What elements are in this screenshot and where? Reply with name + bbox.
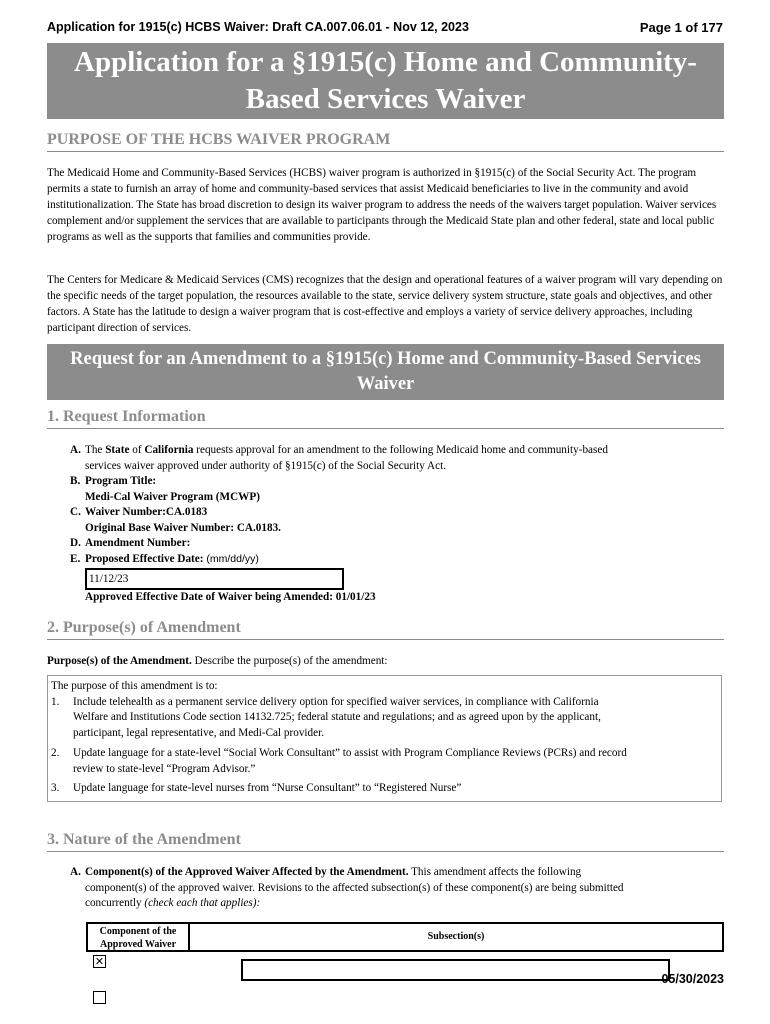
amendment-number-label: Amendment Number: bbox=[85, 537, 191, 549]
purpose-item-2 bbox=[51, 746, 718, 777]
item-d bbox=[70, 536, 720, 552]
purpose-item-1 bbox=[51, 695, 718, 742]
purpose-item-2-line2: review to state-level “Program Advisor.” bbox=[73, 762, 256, 775]
purpose-item-3-number: 3. bbox=[51, 782, 60, 795]
proposed-effective-date-field[interactable]: 11/12/23 bbox=[85, 568, 344, 590]
approved-effective-date: Approved Effective Date of Waiver being Amended: 01/01/23 bbox=[85, 591, 376, 603]
item-a-of: of bbox=[129, 444, 145, 456]
item-a-state-word: State bbox=[105, 444, 130, 456]
purpose-paragraph-1: The Medicaid Home and Community-Based Services (HCBS) waiver program is authorized in §1915(c) of the Social Security Act. The program permits a state to furnish an array of home and community-based services that assist Medicaid beneficiaries to live in the community and avoid institutionalization. The State has broad discretion to design its waiver program to address the needs of the waivers target population. Waiver services complement and/or supplement the services that are available to participants through the Medicaid State plan and other federal, state and local public programs as well as the supports that families and communities provide. bbox=[47, 167, 717, 243]
subsection-column-header: Subsection(s) bbox=[427, 931, 485, 942]
section2-heading: 2. Purpose(s) of Amendment bbox=[47, 619, 724, 640]
components-affected-line3 bbox=[70, 896, 720, 912]
program-title-value: Medi-Cal Waiver Program (MCWP) bbox=[85, 490, 260, 503]
purpose-item-3 bbox=[51, 781, 718, 797]
amendment-banner-line2: Waiver bbox=[356, 374, 415, 394]
purpose-item-2-number: 2. bbox=[51, 746, 60, 759]
nature-item-a-row bbox=[70, 865, 720, 881]
purpose-item-2-line1: Update language for a state-level “Social Work Consultant” to assist with Program Compliance Reviews (PCRs) and record bbox=[73, 746, 627, 759]
waiver-number: Waiver Number:CA.0183 bbox=[85, 506, 208, 518]
purpose-item-1-line1: Include telehealth as a permanent service delivery option for specified waiver services, in compliance with California bbox=[73, 695, 599, 708]
item-a-line2: services waiver approved under authority of §1915(c) of the Social Security Act. bbox=[85, 459, 446, 472]
program-title-row bbox=[70, 490, 720, 506]
item-a-rest: requests approval for an amendment to the following Medicaid home and community-based bbox=[193, 444, 608, 456]
item-b bbox=[70, 474, 720, 490]
components-affected-label: Component(s) of the Approved Waiver Affected by the Amendment. bbox=[85, 866, 409, 878]
proposed-date-label: Proposed Effective Date: bbox=[85, 552, 204, 565]
item-e-label: E. bbox=[70, 552, 81, 565]
original-base-waiver-number: Original Base Waiver Number: CA.0183. bbox=[85, 521, 281, 534]
footer-date: 05/30/2023 bbox=[661, 972, 724, 986]
purpose-item-1-number: 1. bbox=[51, 695, 60, 708]
purpose-item-3-line1: Update language for state-level nurses from “Nurse Consultant” to “Registered Nurse” bbox=[73, 782, 462, 795]
components-affected-line2: component(s) of the approved waiver. Revisions to the affected subsection(s) of these component(s) are being submitted bbox=[85, 881, 624, 894]
item-c bbox=[70, 505, 720, 521]
component-column-header: Component of the Approved Waiver bbox=[88, 924, 190, 950]
purpose-item-1-line3: participant, legal representative, and Medi-Cal provider. bbox=[73, 727, 325, 740]
original-waiver-row bbox=[70, 521, 720, 537]
item-a-label: A. bbox=[70, 444, 81, 456]
section3-heading: 3. Nature of the Amendment bbox=[47, 831, 724, 852]
check-each-hint: (check each that applies): bbox=[144, 897, 261, 909]
component-checkbox-unchecked[interactable] bbox=[93, 991, 106, 1004]
purpose-intro-text: Describe the purpose(s) of the amendment: bbox=[191, 655, 388, 667]
page-header bbox=[47, 20, 723, 35]
approved-date-row bbox=[85, 590, 735, 606]
date-format-hint: (mm/dd/yy) bbox=[203, 552, 259, 565]
item-b-label: B. bbox=[70, 475, 81, 487]
purpose-text-area[interactable] bbox=[47, 675, 722, 802]
purpose-lead: The purpose of this amendment is to: bbox=[51, 680, 218, 692]
page-number: Page 1 of 177 bbox=[639, 20, 723, 35]
nature-item-a bbox=[70, 865, 720, 912]
concurrently-text: concurrently bbox=[85, 897, 145, 909]
amendment-banner bbox=[47, 344, 724, 400]
section1-heading: 1. Request Information bbox=[47, 408, 724, 429]
main-title-line1: Application for a §1915(c) Home and Community- bbox=[74, 46, 697, 78]
item-e bbox=[70, 552, 720, 568]
nature-item-a-label: A. bbox=[70, 866, 81, 878]
request-info-list bbox=[70, 443, 720, 567]
item-c-label: C. bbox=[70, 506, 81, 518]
purpose-heading: PURPOSE OF THE HCBS WAIVER PROGRAM bbox=[47, 131, 724, 152]
purpose-paragraph-2: The Centers for Medicare & Medicaid Services (CMS) recognizes that the design and operational features of a waiver program will vary depending on the specific needs of the target population, the resources available to the state, service delivery system structure, state goals and objectives, and other factors. A State has the latitude to design a waiver program that is cost-effective and employs a variety of service delivery approaches, including participant direction of services. bbox=[47, 274, 723, 334]
item-a-text: The bbox=[85, 444, 106, 456]
amendment-banner-line1: Request for an Amendment to a §1915(c) Home and Community-Based Services bbox=[70, 349, 701, 369]
component-checkbox-checked[interactable]: ✕ bbox=[94, 955, 105, 968]
purpose-item-1-line2: Welfare and Institutions Code section 14132.725; federal statute and regulations; and as agreed upon by the applicant, bbox=[73, 711, 601, 724]
program-title-label: Program Title: bbox=[85, 475, 157, 487]
components-affected-text: This amendment affects the following bbox=[408, 866, 582, 878]
purpose-intro-bold: Purpose(s) of the Amendment. bbox=[47, 655, 192, 667]
purpose-intro bbox=[47, 653, 724, 669]
components-table-header bbox=[86, 922, 724, 952]
main-title-line2: Based Services Waiver bbox=[245, 83, 526, 115]
item-d-label: D. bbox=[70, 537, 81, 549]
header-doc-title: Application for 1915(c) HCBS Waiver: Draft CA.007.06.01 - Nov 12, 2023 bbox=[47, 20, 469, 34]
subsection-input[interactable] bbox=[241, 959, 670, 981]
state-name: California bbox=[144, 444, 194, 456]
item-a bbox=[70, 443, 720, 459]
main-title-banner bbox=[47, 43, 724, 119]
